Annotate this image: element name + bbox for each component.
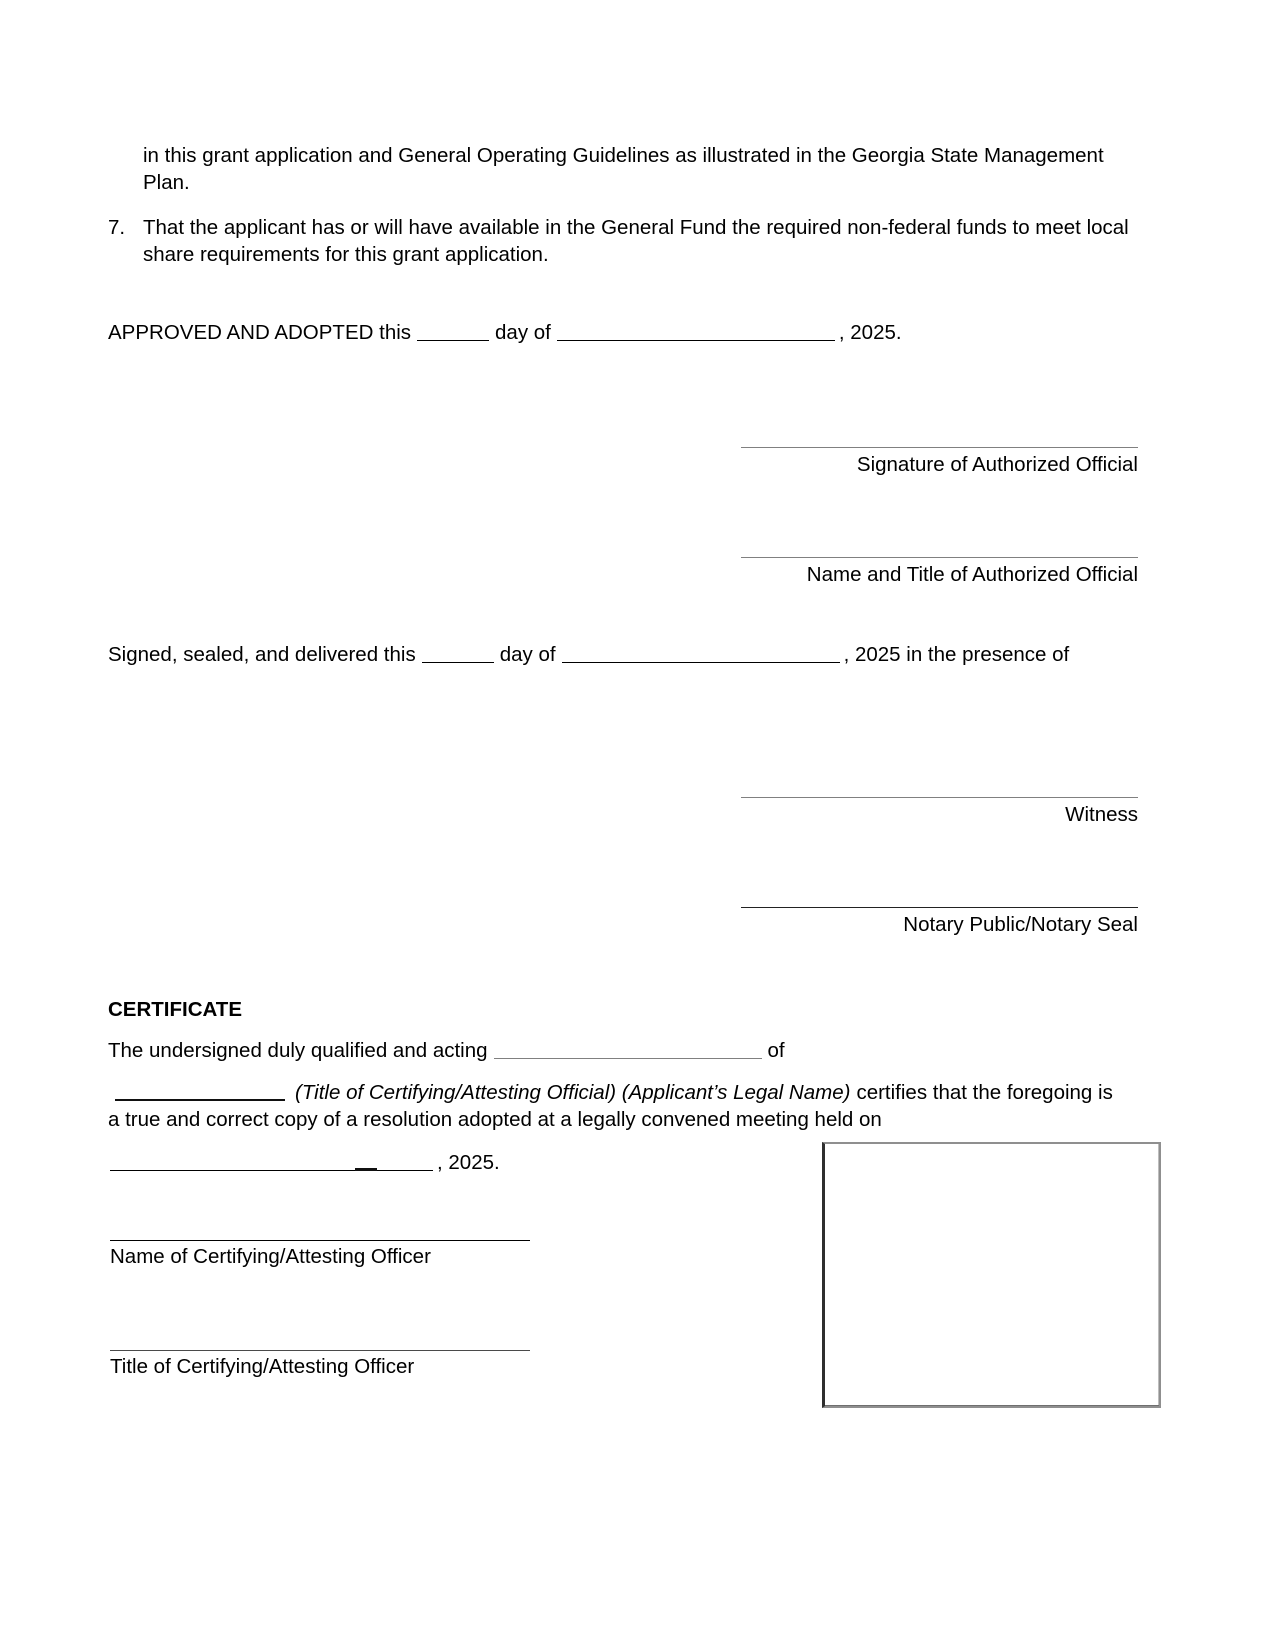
meeting-date-blank-b <box>377 1169 433 1171</box>
signed-day-blank <box>422 661 494 663</box>
meeting-date-blank-a <box>110 1169 355 1171</box>
meeting-date-line <box>110 1149 500 1176</box>
undersigned-suffix: of <box>767 1039 785 1062</box>
title-officer-label: Title of Certifying/Attesting Officer <box>110 1355 415 1378</box>
name-title-official-rule <box>741 557 1138 587</box>
signed-sealed-line <box>108 641 1069 668</box>
signature-official-rule <box>741 447 1138 477</box>
meeting-date-suffix: , 2025. <box>437 1151 500 1174</box>
undersigned-line <box>108 1037 785 1064</box>
certificate-line-3: a true and correct copy of a resolution adopted at a legally convened meeting held on <box>108 1108 882 1131</box>
approved-adopted-prefix: APPROVED AND ADOPTED this <box>108 321 412 344</box>
intro-continuation-line-2: Plan. <box>143 171 190 194</box>
witness-rule <box>741 797 1138 827</box>
signed-sealed-day-of: day of <box>499 643 556 666</box>
list-item-7-line-2: share requirements for this grant application. <box>143 243 549 266</box>
signed-sealed-suffix: , 2025 in the presence of <box>843 643 1070 666</box>
certificate-heading: CERTIFICATE <box>108 998 243 1021</box>
title-note-italic: (Title of Certifying/Attesting Official) (Applicant’s Legal Name) <box>295 1081 851 1104</box>
list-item-7-line-1: That the applicant has or will have available in the General Fund the required non-federal funds to meet local <box>143 216 1129 239</box>
signature-official-label: Signature of Authorized Official <box>856 453 1138 476</box>
acting-title-blank <box>494 1057 762 1059</box>
list-item-7-number: 7. <box>108 216 126 239</box>
notary-seal-box <box>822 1142 1161 1408</box>
approved-adopted-suffix: , 2025. <box>838 321 902 344</box>
title-officer-rule <box>110 1350 530 1379</box>
signed-month-blank <box>562 661 840 663</box>
adopted-month-blank <box>557 339 835 341</box>
name-officer-label: Name of Certifying/Attesting Officer <box>110 1245 431 1268</box>
signed-sealed-prefix: Signed, sealed, and delivered this <box>108 643 416 666</box>
adopted-day-blank <box>417 339 489 341</box>
meeting-date-blank-overlap <box>355 1167 377 1171</box>
intro-continuation-line-1: in this grant application and General Operating Guidelines as illustrated in the Georgia State Management <box>143 144 1104 167</box>
name-officer-rule <box>110 1240 530 1269</box>
name-title-official-label: Name and Title of Authorized Official <box>806 563 1138 586</box>
undersigned-prefix: The undersigned duly qualified and acting <box>108 1039 488 1062</box>
certifies-rest: certifies that the foregoing is <box>856 1081 1113 1104</box>
certifying-title-line <box>115 1079 1113 1106</box>
approved-adopted-day-of: day of <box>495 321 551 344</box>
witness-label: Witness <box>1065 803 1138 826</box>
certifying-official-blank <box>115 1098 285 1101</box>
notary-rule <box>741 907 1138 937</box>
approved-adopted-line <box>108 319 902 346</box>
notary-label: Notary Public/Notary Seal <box>903 913 1138 936</box>
